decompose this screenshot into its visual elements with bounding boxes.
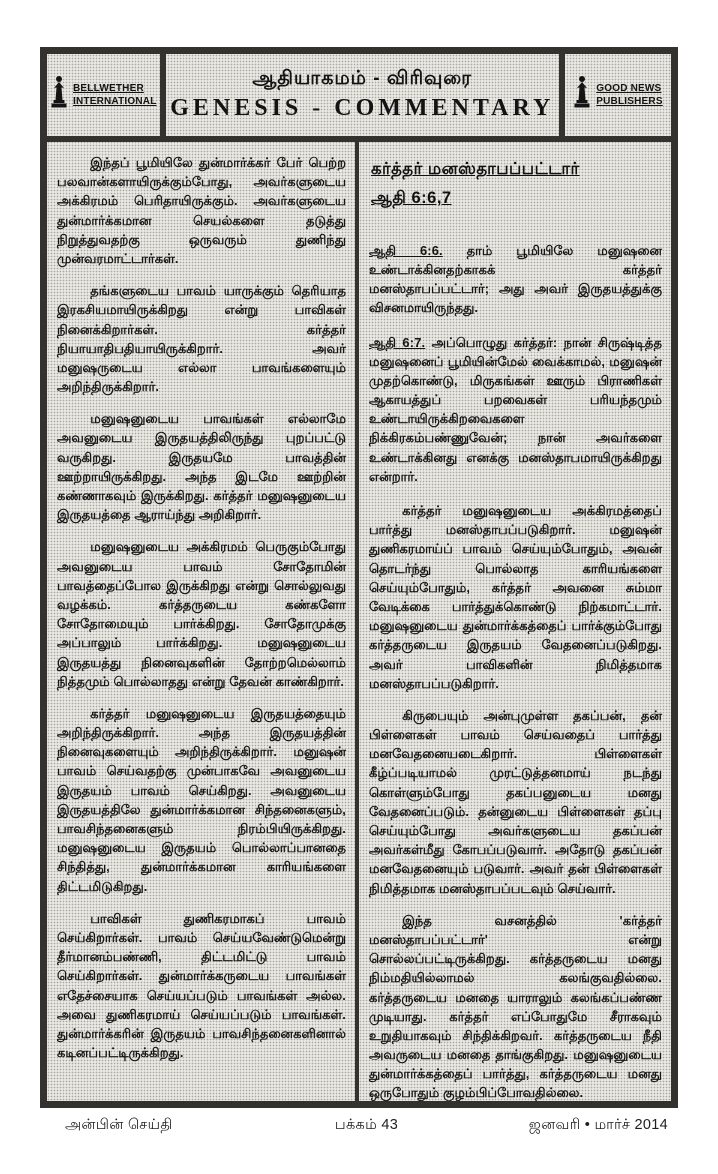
title-block	[166, 54, 559, 136]
bellwether-logo-text	[73, 82, 157, 109]
goodnews-logo	[559, 54, 671, 136]
left-paragraph-4: மனுஷனுடைய அக்கிரமம் பெருகும்போது அவனுடைய பாவம் சோதோமின் பாவத்தைப்போல இருக்கிறது என்று சொல்லுவது வழக்கம். கர்த்தருடைய கண்களோ சோதோமையும் பார்க்கிறது. சோதோமுக்கு அப்பாலும் பார்க்கிறது. மனுஷனுடைய இருதயத்து நினைவுகளின் தோற்றமெல்லாம் நித்தமும் பொல்லாதது என்று தேவன் காண்கிறார்.	[57, 539, 346, 689]
left-paragraph-2: தங்களுடைய பாவம் யாருக்கும் தெரியாத இரகசியமாயிருக்கிறது என்று பாவிகள் நினைக்கிறார்கள். கர்த்தர் நியாயாதிபதியாயிருக்கிறார். அவர் மனுஷருடைய எல்லா பாவங்களையும் அறிந்திருக்கிறார்.	[57, 283, 346, 395]
left-column	[47, 142, 359, 1101]
right-paragraph-2: கிருபையும் அன்புமுள்ள தகப்பன், தன் பிள்ளைகள் பாவம் செய்வதைப் பார்த்து மனவேதனையடைகிறார். பிள்ளைகள் கீழ்ப்படியாமல் முரட்டுத்தனமாய் நடந்து கொள்ளும்போது தகப்பனுடைய மனது வேதனைப்படும். தன்னுடைய பிள்ளைகள் தப்பு செய்யும்போது அவர்களுடைய தகப்பன் அவர்கள்மீது கோபப்படுவார். அதோடு தகப்பன் மனவேதனையும் படுவார். அவர் தன் பிள்ளைகள் நிமித்தமாக மனஸ்தாபப்படவும் செய்வார்.	[369, 707, 662, 896]
footer-page-number: பக்கம் 43	[334, 1117, 399, 1133]
verse-genesis-6-7	[369, 333, 662, 487]
left-paragraph-5: கர்த்தர் மனுஷனுடைய இருதயத்தையும் அறிந்திருக்கிறார். அந்த இருதயத்தின் நினைவுகளையும் அறிந்திருக்கிறார். மனுஷன் பாவம் செய்வதற்கு முன்பாகவே அவனுடைய இருதயம் பாவம் செய்கிறது. அவனுடைய இருதயத்திலே துன்மார்க்கமான சிந்தனைகளும், பாவசிந்தனைகளும் நிரம்பியிருக்கிறது. மனுஷனுடைய இருதயம் பொல்லாப்பானதை சிந்தித்து, துன்மார்க்கமான காரியங்களை திட்டமிடுகிறது.	[57, 705, 346, 894]
section-heading-line1: கர்த்தர் மனஸ்தாபப்பட்டார்	[371, 160, 580, 178]
section-heading	[371, 155, 662, 213]
verse-ref-6-7: ஆதி 6:7.	[369, 334, 426, 350]
left-paragraph-6: பாவிகள் துணிகரமாகப் பாவம் செய்கிறார்கள். பாவம் செய்யவேண்டுமென்று தீர்மானம்பண்ணி, திட்டமிட்டு பாவம் செய்கிறார்கள். துன்மார்க்கருடைய பாவங்கள் எதேச்சையாக செய்யப்படும் பாவங்கள் அல்ல. அவை துணிகரமாய் செய்யப்படும் பாவங்கள். துன்மார்க்கரின் இருதயம் பாவசிந்தனைகளினால் கடினப்பட்டிருக்கிறது.	[57, 910, 346, 1061]
page-body	[47, 142, 671, 1101]
bellwether-statue-icon	[50, 75, 68, 116]
goodnews-statue-icon	[573, 75, 591, 116]
left-paragraph-1: இந்தப் பூமியிலே துன்மார்க்கர் பேர் பெற்ற பலவான்களாயிருக்கும்போது, அவர்களுடைய அக்கிரமம் பெரிதாயிருக்கும். அவர்களுடைய துன்மார்க்கமான செயல்களை தடுத்து நிறுத்துவதற்கு ஒருவரும் துணிந்து முன்வரமாட்டார்கள்.	[57, 155, 346, 266]
page-header	[47, 54, 671, 142]
verse-genesis-6-6	[369, 241, 662, 318]
footer-publication-name: அன்பின் செய்தி	[65, 1117, 173, 1133]
footer-issue-date: ஜனவரி • மார்ச் 2014	[528, 1117, 668, 1133]
page-title-english: GENESIS - COMMENTARY	[170, 95, 555, 121]
right-paragraph-1: கர்த்தர் மனுஷனுடைய அக்கிரமத்தைப் பார்த்து மனஸ்தாபப்படுகிறார். மனுஷன் துணிகரமாய்ப் பாவம் செய்யும்போதும், அவன் தொடர்ந்து பொல்லாத காரியங்களை செய்யும்போதும், கர்த்தர் அவனை சும்மா வேடிக்கை பார்த்துக்கொண்டு நிற்கமாட்டார். மனுஷனுடைய துன்மார்க்கத்தைப் பார்க்கும்போது கர்த்தருடைய இருதயம் வேதனைப்படுகிறது. அவர் பாவிகளின் நிமித்தமாக மனஸ்தாபப்படுகிறார்.	[369, 503, 662, 691]
bellwether-logo-line1: BELLWETHER	[73, 82, 144, 94]
bellwether-logo	[47, 54, 166, 136]
goodnews-logo-line1: GOOD NEWS	[596, 82, 662, 94]
page-footer	[40, 1117, 678, 1135]
right-column	[359, 142, 671, 1101]
page-frame	[40, 47, 678, 1108]
verse-ref-6-6: ஆதி 6:6.	[369, 242, 443, 258]
verse-text-6-6: தாம் பூமியிலே மனுஷனை உண்டாக்கினதற்காகக் கர்த்தர் மனஸ்தாபப்பட்டார்; அது அவர் இருதயத்துக்கு விசனமாயிருந்தது.	[369, 242, 662, 316]
goodnews-logo-line2: PUBLISHERS	[596, 96, 663, 107]
page-title-tamil: ஆதியாகமம் - விரிவுரை	[252, 68, 473, 89]
section-heading-line2: ஆதி 6:6,7	[371, 188, 452, 207]
goodnews-logo-text	[596, 82, 662, 109]
verse-text-6-7: அப்பொழுது கர்த்தர்: நான் சிருஷ்டித்த மனுஷனைப் பூமியின்மேல் வைக்காமல், மனுஷன் முதற்கொண்டு, மிருகங்கள் ஊரும் பிராணிகள் ஆகாயத்துப் பறவைகள் பரியந்தமும் உண்டாயிருக்கிறவைகளை நிக்கிரகம்பண்ணுவேன்; நான் அவர்களை உண்டாக்கினது எனக்கு மனஸ்தாபமாயிருக்கிறது என்றார்.	[369, 334, 662, 484]
bellwether-logo-line2: INTERNATIONAL	[73, 96, 157, 107]
right-paragraph-3: இந்த வசனத்தில் 'கர்த்தர் மனஸ்தாபப்பட்டார்' என்று சொல்லப்பட்டிருக்கிறது. கர்த்தருடைய மனது நிம்மதியில்லாமல் கலங்குவதில்லை. கர்த்தருடைய மனதை யாராலும் கலங்கப்பண்ண முடியாது. கர்த்தர் எப்போதுமே சீராகவும் உறுதியாகவும் சிந்திக்கிறவர். கர்த்தருடைய நீதி அவருடைய மனதை தாங்குகிறது. மனுஷனுடைய துன்மார்க்கத்தைப் பார்த்து, கர்த்தருடைய மனது ஒருபோதும் குழம்பிப்போவதில்லை.	[369, 912, 662, 1101]
left-paragraph-3: மனுஷனுடைய பாவங்கள் எல்லாமே அவனுடைய இருதயத்திலிருந்து புறப்பட்டு வருகிறது. இருதயமே பாவத்தின் ஊற்றாயிருக்கிறது. அந்த இடமே ஊற்றின் கண்ணாகவும் இருக்கிறது. கர்த்தர் மனுஷனுடைய இருதயத்தை ஆராய்ந்து அறிகிறார்.	[57, 411, 346, 523]
